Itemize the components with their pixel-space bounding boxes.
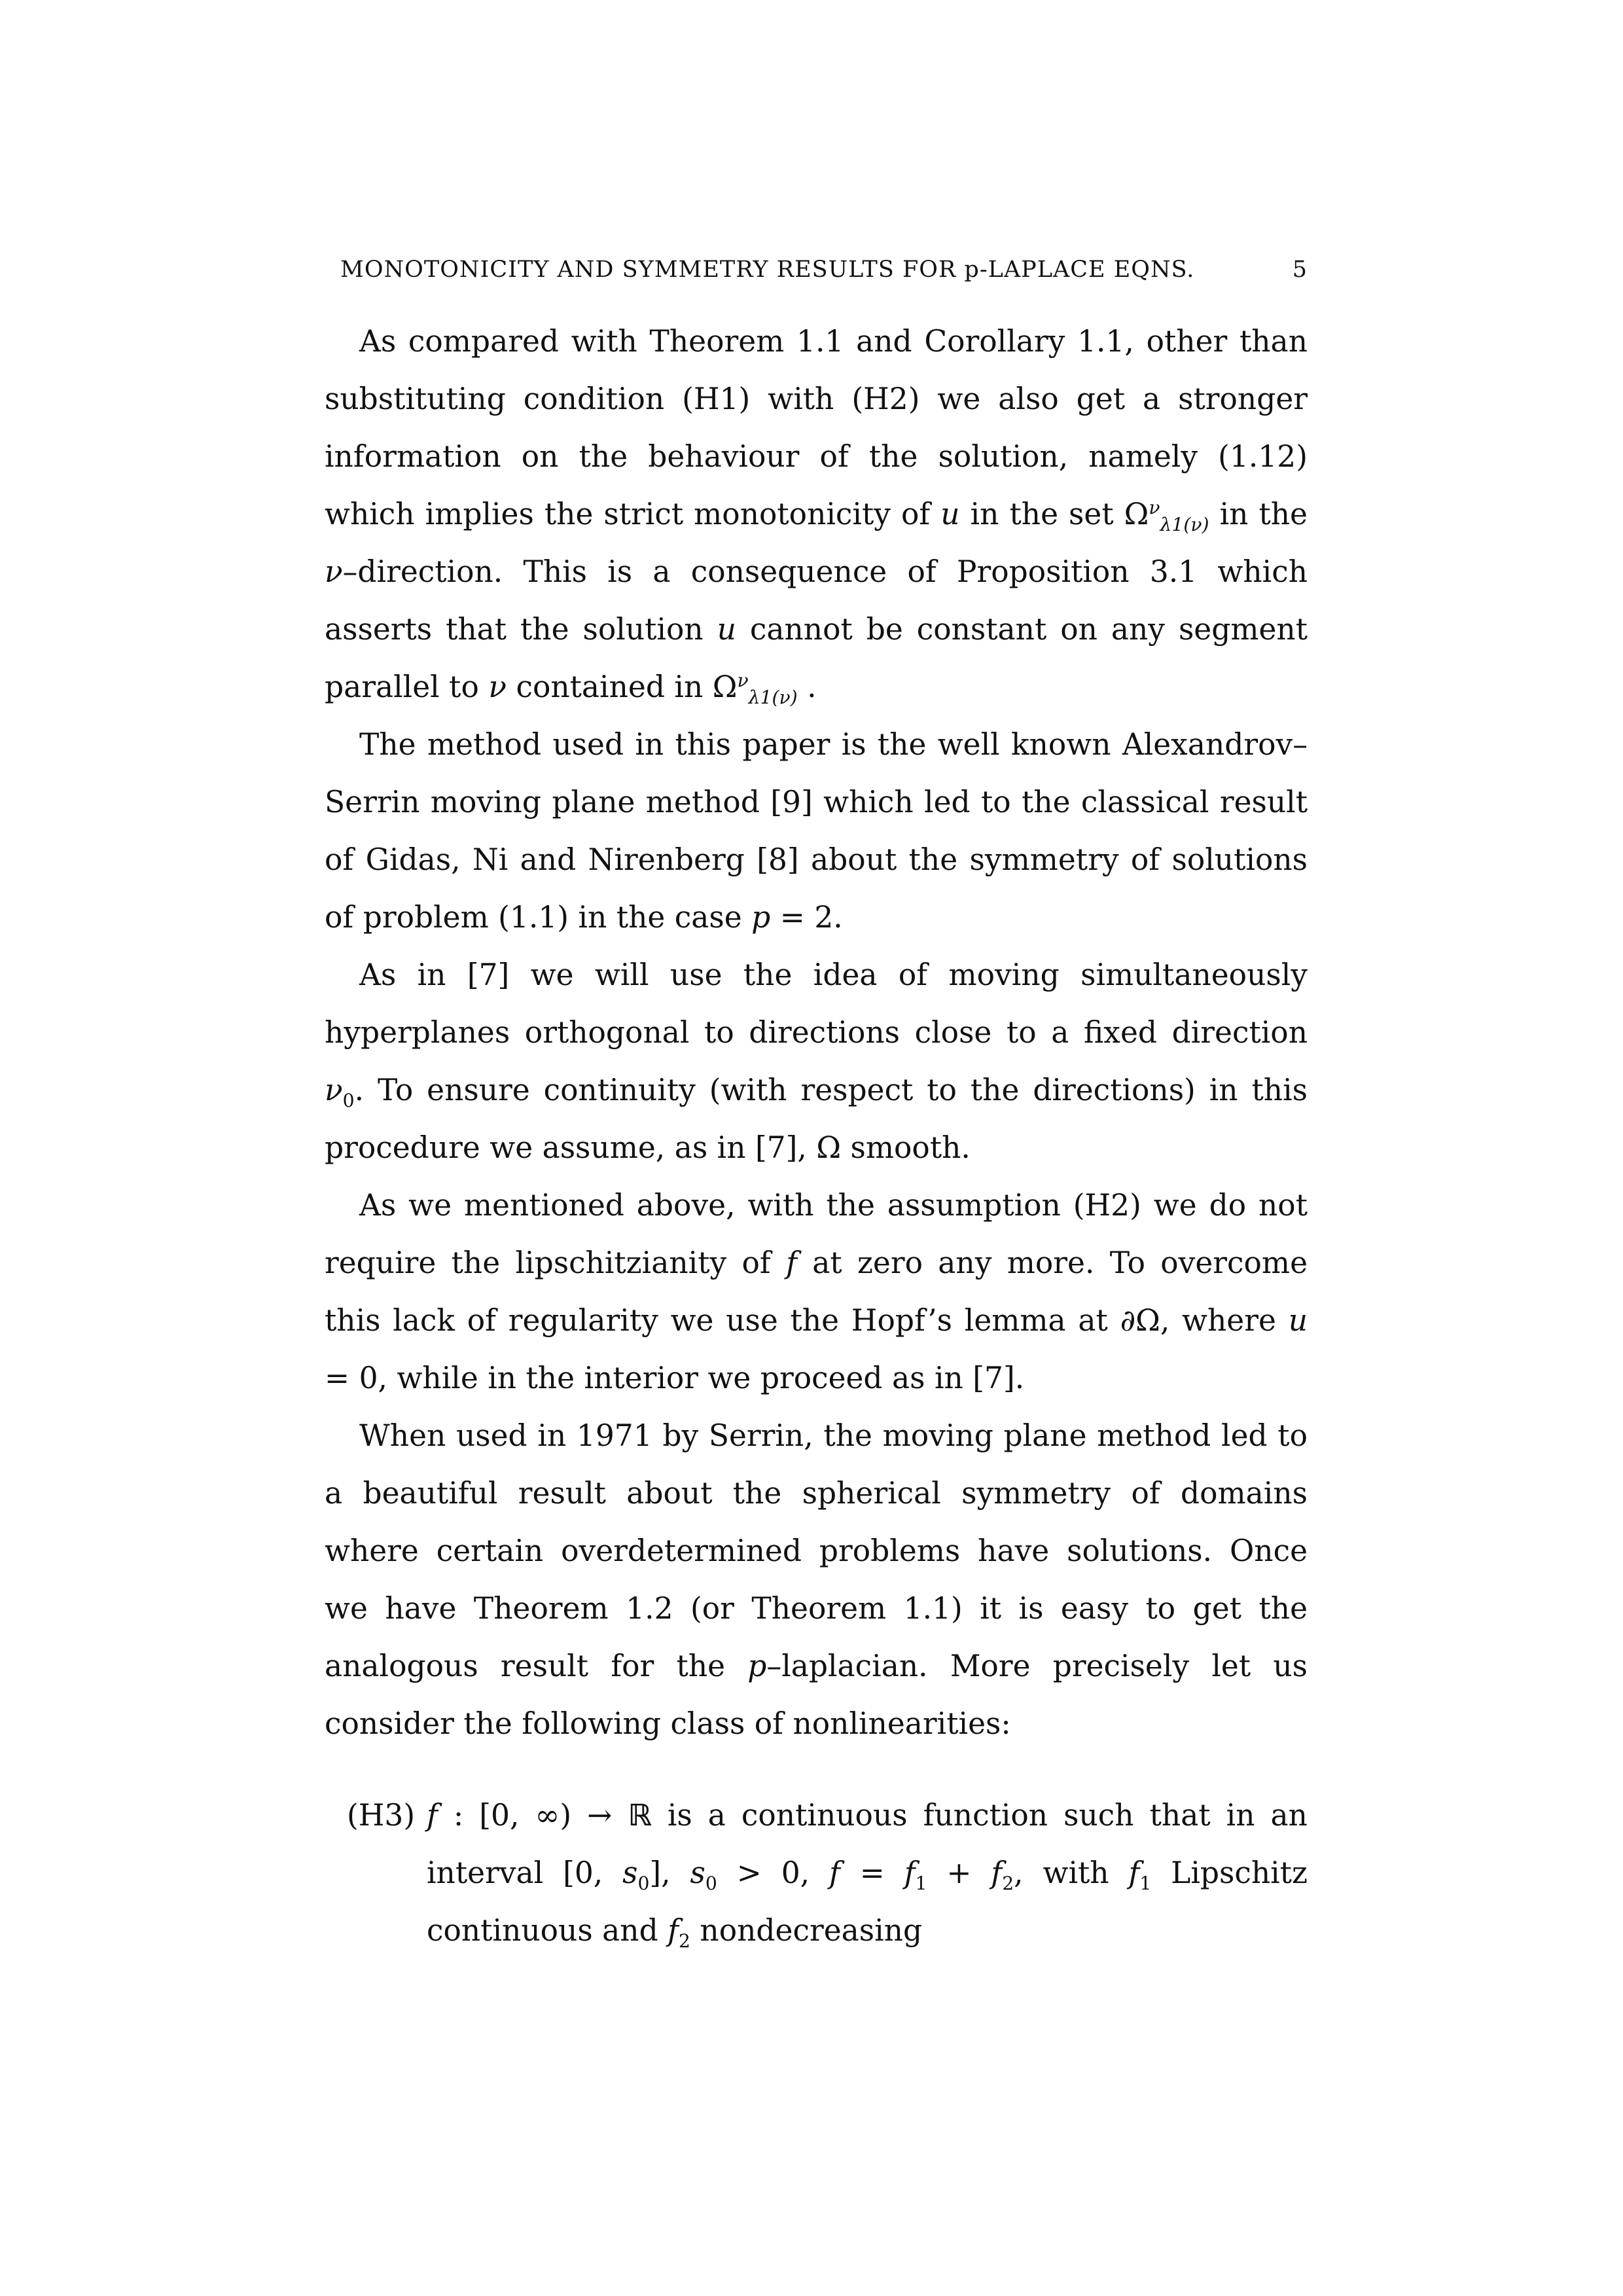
text-span: is a continuous function such that in an interval [0, — [427, 1798, 1308, 1890]
math-f: f — [668, 1913, 679, 1948]
text-span: in the set — [959, 497, 1124, 531]
math-sub: 2 — [1002, 1873, 1014, 1895]
paragraph-3 — [325, 946, 1308, 1177]
running-head — [340, 257, 1308, 289]
running-head-title: MONOTONICITY AND SYMMETRY RESULTS FOR p-LAPLACE EQNS. — [340, 257, 1195, 283]
math-f: f — [427, 1798, 438, 1833]
paragraph-2 — [325, 716, 1308, 946]
math-sub: 1 — [1139, 1873, 1152, 1895]
math-nu: ν — [1149, 496, 1160, 518]
math-s: s — [690, 1856, 705, 1890]
math-sub — [1160, 514, 1209, 535]
text-span: = 0, while in the interior we proceed as in [7]. — [325, 1361, 1025, 1395]
text-span: The method used in this paper is the well known Alexandrov–Serrin moving plane method [9] which led to the classical result of Gidas, Ni and Nirenberg [8] about the symmetry of solutions of problem (1.1) in the case — [325, 727, 1308, 935]
paragraph-4 — [325, 1177, 1308, 1407]
text-span: , with — [1014, 1856, 1129, 1890]
math-nu: ν — [737, 669, 749, 691]
math-nu: ν — [325, 1073, 343, 1107]
text-span: = 2. — [770, 900, 843, 935]
text-span: contained in — [507, 670, 713, 704]
paragraph-1 — [325, 313, 1308, 716]
text-span: . — [797, 670, 817, 704]
text-span: –direction. This is a consequence of Proposition 3.1 which asserts that the solution — [325, 554, 1308, 647]
math-sub: 0 — [637, 1873, 650, 1895]
text-span: As compared with Theorem 1.1 and Corollary 1.1, other than substituting condition (H1) with (H2) we also get a stronger information on the behaviour of the solution, namely (1.12) which implies the strict monotonicity of — [325, 324, 1308, 531]
text-span: + — [927, 1856, 991, 1890]
math-p: p — [751, 900, 771, 935]
math-sub: 2 — [679, 1930, 690, 1952]
math-sub: 0 — [342, 1090, 355, 1112]
text-span: When used in 1971 by Serrin, the moving plane method led to a beautiful result about the spherical symmetry of domains where certain overdetermined problems have solutions. Once we have Theorem 1.2 (or Theorem 1.1) it is easy to get the analogous result for the — [325, 1418, 1308, 1683]
text-span: . To ensure continuity (with respect to the directions) in this procedure we assume, as in [7], Ω smooth. — [325, 1073, 1308, 1165]
math-nu: ν — [488, 670, 507, 704]
text-span: As we mentioned above, with the assumption (H2) we do not require the lipschitzianity of — [325, 1188, 1308, 1280]
math-omega: Ω — [1124, 497, 1149, 531]
math-u: u — [1288, 1303, 1308, 1338]
math-lambda: λ1(ν) — [1160, 514, 1209, 536]
math-lambda: λ1(ν) — [748, 687, 798, 709]
math-f: f — [829, 1856, 840, 1890]
text-span: at zero any more. To overcome this lack of regularity we use the Hopf’s lemma at ∂Ω, where — [325, 1246, 1308, 1338]
math-sub: 1 — [915, 1873, 927, 1895]
math-f: f — [991, 1856, 1003, 1890]
hypothesis-text — [427, 1787, 1308, 1960]
text-span: in the — [1209, 497, 1308, 531]
hypothesis-h3 — [347, 1787, 1308, 1960]
math-p: p — [747, 1649, 767, 1683]
math-u: u — [717, 612, 736, 647]
math-s: s — [622, 1856, 638, 1890]
math-sup — [1149, 497, 1160, 518]
hypothesis-label: (H3) — [347, 1798, 416, 1833]
text-span: As in [7] we will use the idea of moving simultaneously hyperplanes orthogonal to directions close to a fixed direction — [325, 958, 1308, 1050]
math-f: f — [786, 1246, 797, 1280]
math-sup — [737, 670, 748, 691]
text-span: ], — [649, 1856, 690, 1890]
math-f: f — [904, 1856, 916, 1890]
math-sub: 0 — [705, 1873, 717, 1895]
text-span: : [0, ∞) → — [437, 1798, 628, 1833]
text-span: > 0, — [717, 1856, 829, 1890]
text-span: cannot be constant on any segment parallel to — [325, 612, 1308, 704]
text-span: = — [840, 1856, 904, 1890]
math-omega: Ω — [712, 670, 738, 704]
math-sub — [749, 687, 798, 708]
math-f: f — [1128, 1856, 1140, 1890]
text-span: –laplacian. More precisely let us consider the following class of nonlinearities: — [325, 1649, 1308, 1741]
text-span: Lipschitz continuous and — [427, 1856, 1308, 1948]
math-reals: ℝ — [628, 1798, 652, 1833]
page-number: 5 — [1292, 257, 1308, 283]
math-u: u — [940, 497, 960, 531]
paragraph-5 — [325, 1407, 1308, 1753]
text-span: nondecreasing — [690, 1913, 923, 1948]
body-text — [325, 313, 1308, 1753]
math-nu: ν — [325, 554, 343, 589]
